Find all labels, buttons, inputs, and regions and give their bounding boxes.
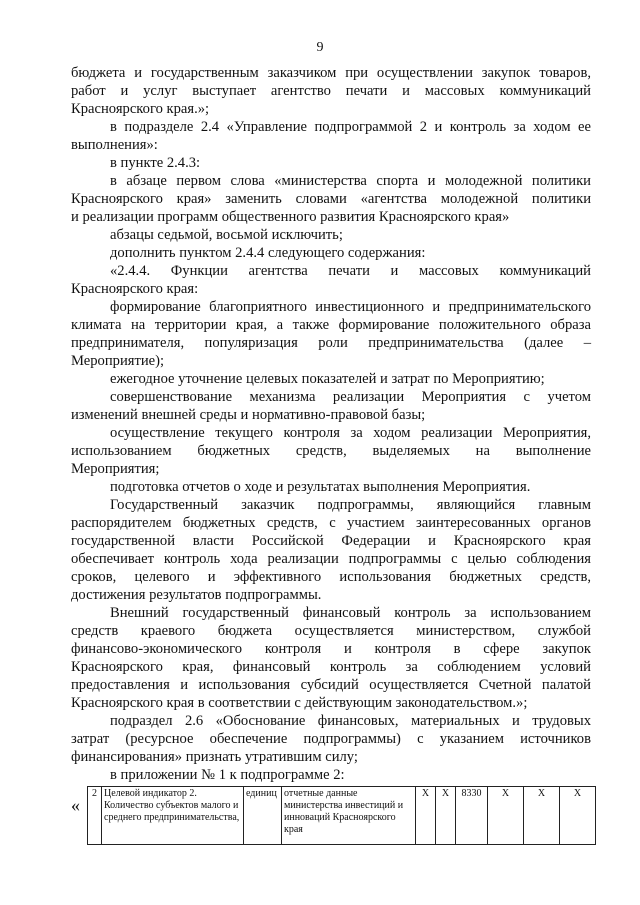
- text-line: Внешний государственный финансовый контроль за использованием: [110, 605, 591, 621]
- text-line: распорядителем бюджетных средств, с участием заинтересованных органов: [71, 515, 591, 531]
- text-line: подготовка отчетов о ходе и результатах выполнения Мероприятия.: [110, 479, 531, 495]
- text-line: бюджета и государственным заказчиком при осуществлении закупок товаров,: [71, 65, 591, 81]
- text-line: достижения результатов подпрограммы.: [71, 587, 322, 603]
- text-line: совершенствование механизма реализации Мероприятия с учетом: [110, 389, 591, 405]
- text-line: сроков, целевого и эффективного использования бюджетных средств,: [71, 569, 591, 585]
- text-line: затрат (ресурсное обеспечение подпрограммы) с указанием источников: [71, 731, 591, 747]
- value-cell: Х: [416, 787, 436, 845]
- text-line: Мероприятия;: [71, 461, 160, 477]
- text-line: использованием бюджетных средств, выделяемых на выполнение: [71, 443, 591, 459]
- text-line: обеспечивает контроль хода реализации подпрограммы с целью соблюдения: [71, 551, 591, 567]
- text-line: осуществление текущего контроля за ходом реализации Мероприятия,: [110, 425, 591, 441]
- value-cell: 8330: [456, 787, 488, 845]
- text-line: Красноярского края в соответствии с действующим законодательством.»;: [71, 695, 528, 711]
- text-line: ежегодное уточнение целевых показателей и затрат по Мероприятию;: [110, 371, 545, 387]
- text-line: Красноярского края.»;: [71, 101, 210, 117]
- source-cell: отчетные данные министерства инвестиций и инноваций Красноярского края: [282, 787, 416, 845]
- indicator-table: [87, 786, 596, 845]
- open-quote: «: [71, 795, 80, 815]
- text-line: Красноярского края:: [71, 281, 199, 297]
- text-line: государственной власти Российской Федерации и Красноярского края: [71, 533, 591, 549]
- value-cell: Х: [524, 787, 560, 845]
- row-number: 2: [88, 787, 102, 845]
- text-line: выполнения»:: [71, 137, 158, 153]
- text-line: «2.4.4. Функции агентства печати и массовых коммуникаций: [110, 263, 591, 279]
- text-line: финансово-экономического контроля и контроля в сфере закупок: [71, 641, 591, 657]
- text-line: Красноярского края» заменить словами «агентства молодежной политики: [71, 191, 591, 207]
- indicator-cell: Целевой индикатор 2. Количество субъектов малого и среднего предпринимательства,: [102, 787, 244, 845]
- text-line: Мероприятие);: [71, 353, 165, 369]
- text-line: предоставления и использования субсидий осуществляется Счетной палатой: [71, 677, 591, 693]
- unit-cell: единиц: [244, 787, 282, 845]
- page-number: 9: [316, 40, 324, 55]
- table-row: [88, 787, 596, 845]
- value-cell: Х: [560, 787, 596, 845]
- text-line: абзацы седьмой, восьмой исключить;: [110, 227, 343, 243]
- text-line: Красноярского края, финансовый контроль за соблюдением условий: [71, 659, 591, 675]
- text-line: в абзаце первом слова «министерства спорта и молодежной политики: [110, 173, 591, 189]
- text-line: изменений внешней среды и нормативно-правовой базы;: [71, 407, 426, 423]
- text-line: в приложении № 1 к подпрограмме 2:: [110, 767, 345, 783]
- text-line: и реализации программ общественного развития Красноярского края»: [71, 209, 510, 225]
- text-line: климата на территории края, а также формирование положительного образа: [71, 317, 591, 333]
- text-line: Государственный заказчик подпрограммы, являющийся главным: [110, 497, 591, 513]
- value-cell: Х: [488, 787, 524, 845]
- text-line: средств краевого бюджета осуществляется министерством, службой: [71, 623, 591, 639]
- value-cell: Х: [436, 787, 456, 845]
- text-line: формирование благоприятного инвестиционного и предпринимательского: [110, 299, 591, 315]
- text-line: подраздел 2.6 «Обоснование финансовых, материальных и трудовых: [110, 713, 591, 729]
- text-line: финансирования» признать утратившим силу;: [71, 749, 358, 765]
- text-line: дополнить пунктом 2.4.4 следующего содержания:: [110, 245, 426, 261]
- text-line: предпринимателя, популяризация роли предпринимательства (далее –: [71, 335, 591, 351]
- text-line: в пункте 2.4.3:: [110, 155, 201, 171]
- text-line: работ и услуг выступает агентство печати и массовых коммуникаций: [71, 83, 591, 99]
- text-line: в подразделе 2.4 «Управление подпрограммой 2 и контроль за ходом ее: [110, 119, 591, 135]
